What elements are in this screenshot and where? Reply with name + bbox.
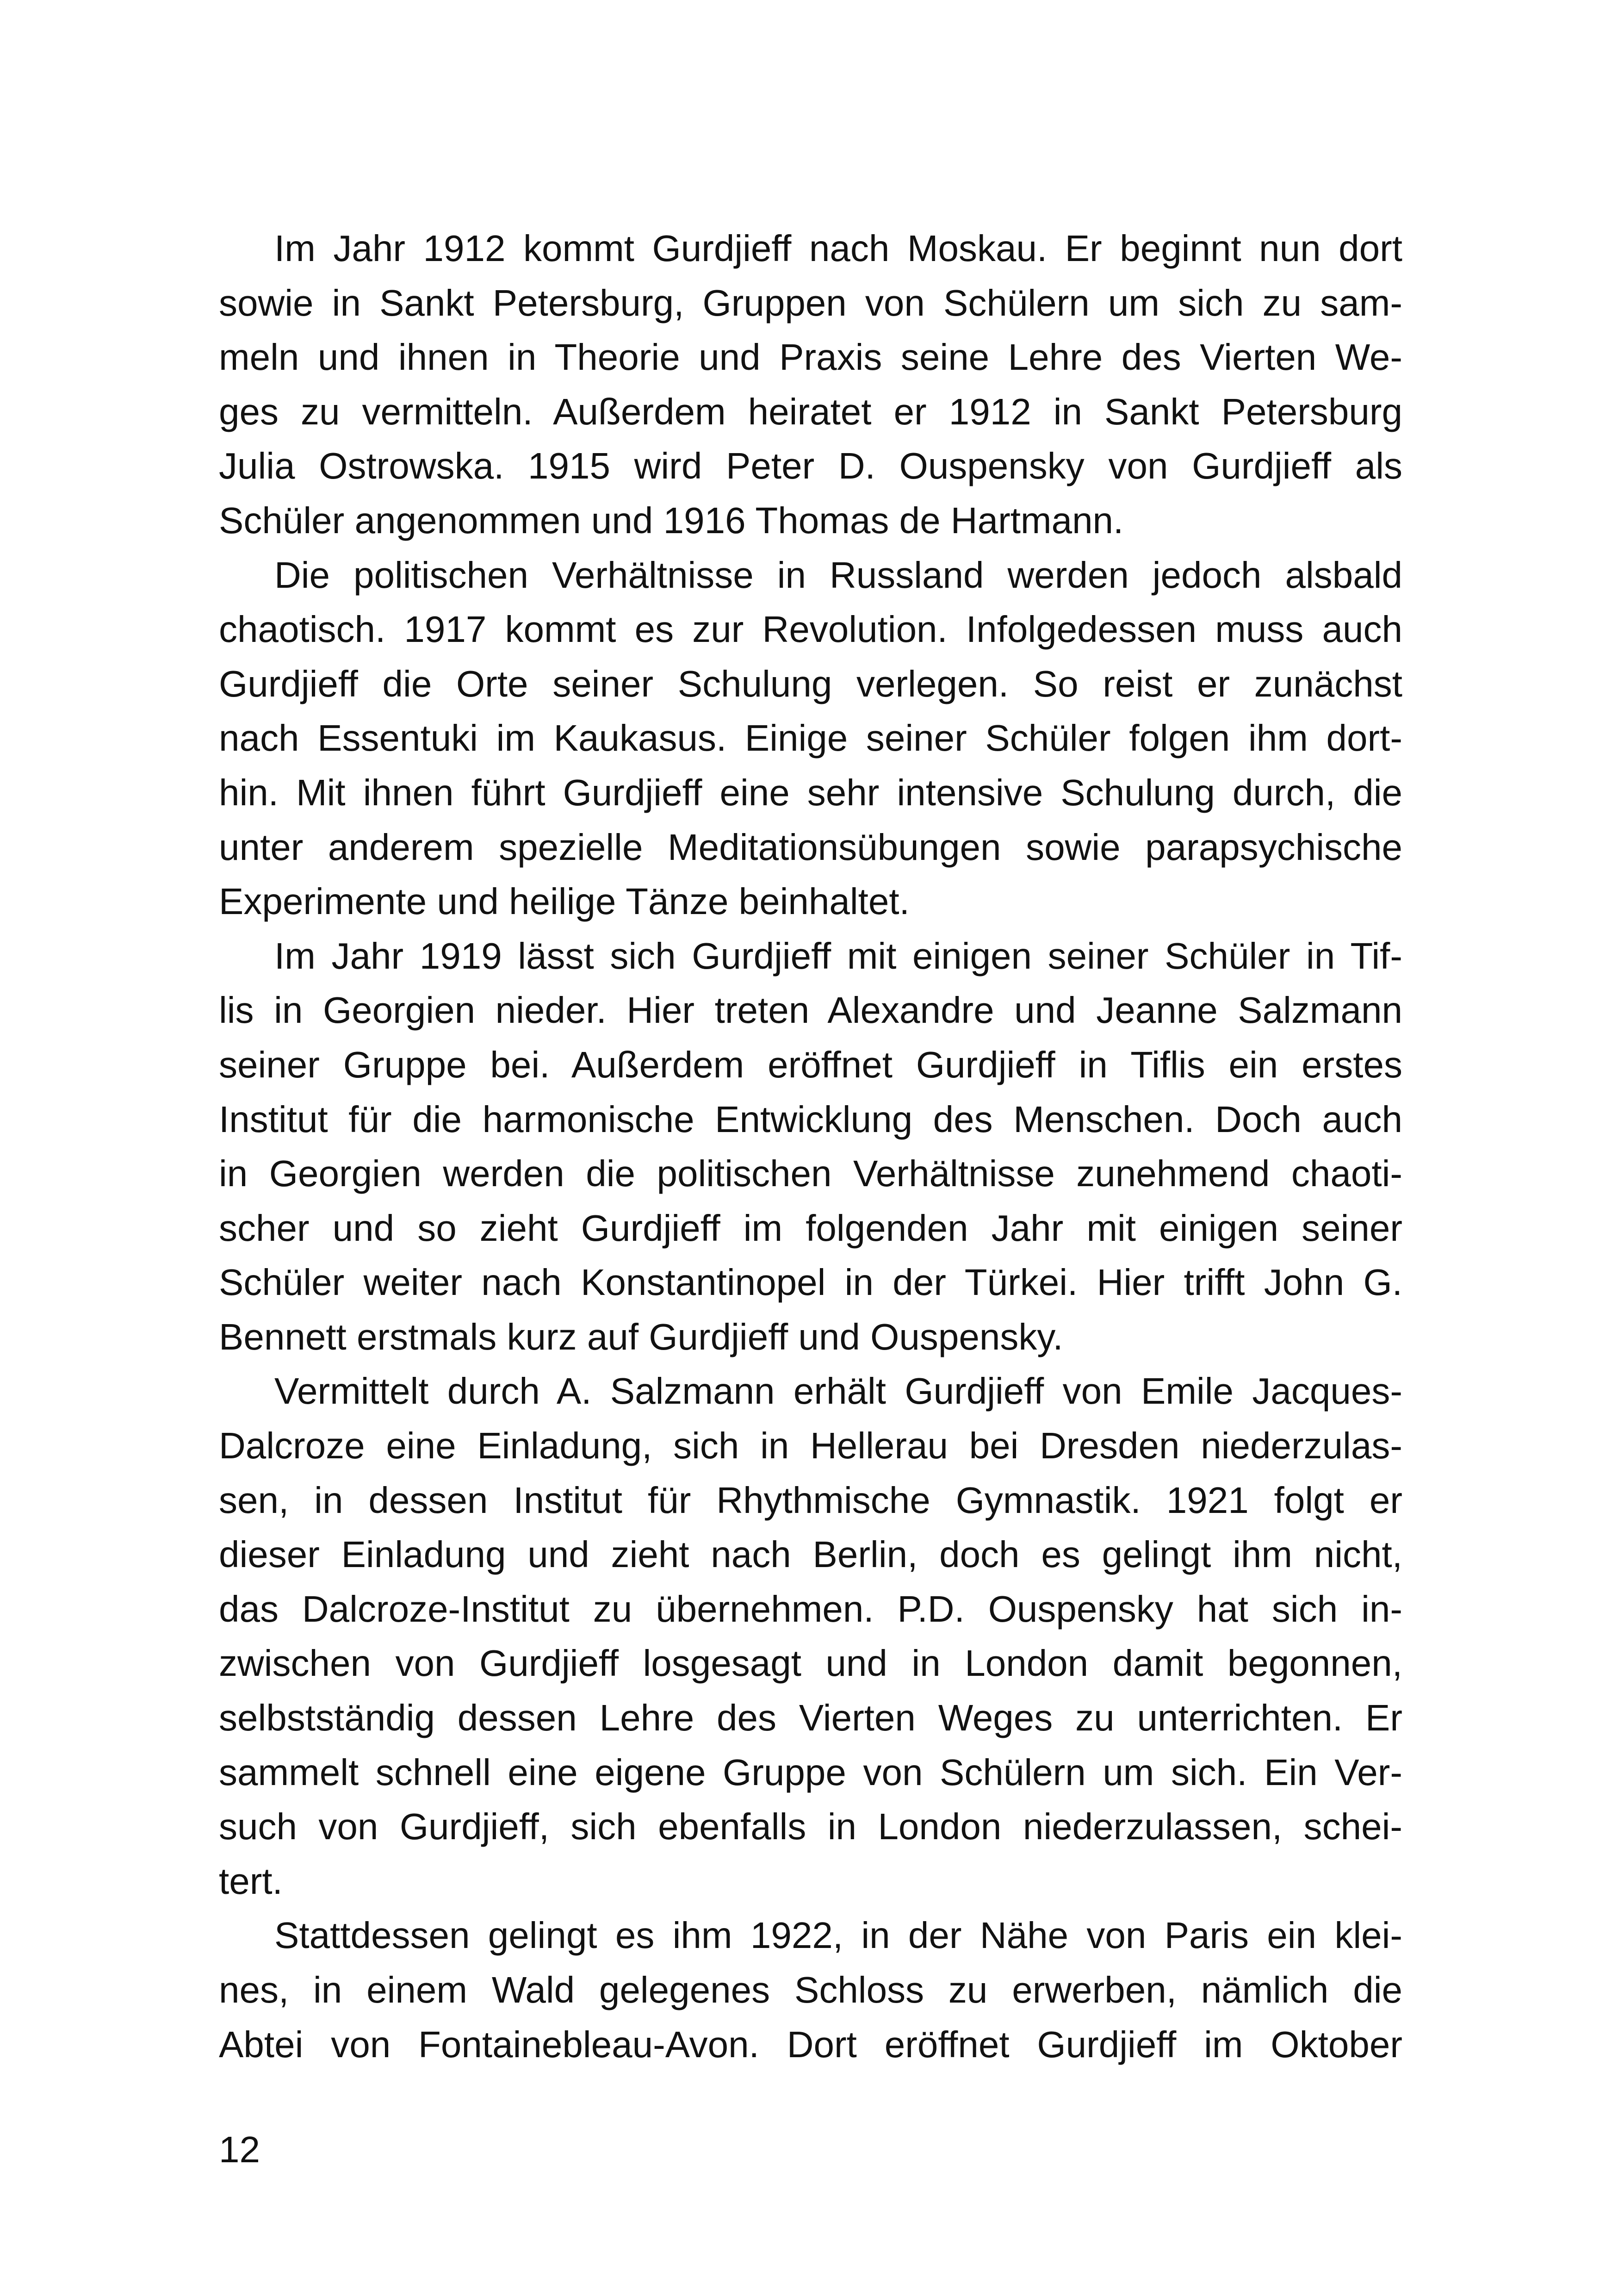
text-line: Bennett erstmals kurz auf Gurdjieff und Ouspensky.	[219, 1316, 1063, 1357]
text-line: Im Jahr 1919 lässt sich Gurdjieff mit einigen seiner Schüler in Tif-	[274, 935, 1402, 977]
text-line: meln und ihnen in Theorie und Praxis seine Lehre des Vierten We-	[219, 336, 1402, 378]
text-line: ges zu vermitteln. Außerdem heiratet er 1912 in Sankt Petersburg	[219, 391, 1402, 432]
text-line: dieser Einladung und zieht nach Berlin, doch es gelingt ihm nicht,	[219, 1534, 1402, 1575]
text-line: Schüler weiter nach Konstantinopel in der Türkei. Hier trifft John G.	[219, 1262, 1402, 1303]
text-line: in Georgien werden die politischen Verhältnisse zunehmend chaoti-	[219, 1153, 1402, 1195]
text-line: unter anderem spezielle Meditationsübungen sowie parapsychische	[219, 826, 1402, 868]
text-line: Im Jahr 1912 kommt Gurdjieff nach Moskau. Er beginnt nun dort	[274, 228, 1402, 269]
text-line: Stattdessen gelingt es ihm 1922, in der Nähe von Paris ein klei-	[274, 1915, 1402, 1956]
text-line: chaotisch. 1917 kommt es zur Revolution. Infolgedessen muss auch	[219, 609, 1402, 650]
text-line: scher und so zieht Gurdjieff im folgenden Jahr mit einigen seiner	[219, 1207, 1402, 1249]
text-line: Dalcroze eine Einladung, sich in Hellerau bei Dresden niederzulas-	[219, 1425, 1402, 1467]
text-line: Vermittelt durch A. Salzmann erhält Gurdjieff von Emile Jacques-	[274, 1370, 1402, 1412]
text-line: nach Essentuki im Kaukasus. Einige seiner Schüler folgen ihm dort-	[219, 717, 1402, 759]
text-line: Experimente und heilige Tänze beinhaltet.	[219, 881, 910, 922]
page-number: 12	[219, 2129, 260, 2170]
text-line: sowie in Sankt Petersburg, Gruppen von Schülern um sich zu sam-	[219, 282, 1402, 324]
text-line: das Dalcroze-Institut zu übernehmen. P.D. Ouspensky hat sich in-	[219, 1588, 1402, 1630]
text-line: Abtei von Fontainebleau-Avon. Dort eröffnet Gurdjieff im Oktober	[219, 2023, 1402, 2065]
text-line: tert.	[219, 1860, 283, 1902]
text-line: seiner Gruppe bei. Außerdem eröffnet Gurdjieff in Tiflis ein erstes	[219, 1044, 1402, 1085]
text-line: Julia Ostrowska. 1915 wird Peter D. Ouspensky von Gurdjieff als	[219, 445, 1402, 487]
text-line: Institut für die harmonische Entwicklung des Menschen. Doch auch	[219, 1098, 1402, 1140]
text-line: Schüler angenommen und 1916 Thomas de Hartmann.	[219, 499, 1124, 541]
text-line: Die politischen Verhältnisse in Russland werden jedoch alsbald	[274, 554, 1402, 596]
text-line: sammelt schnell eine eigene Gruppe von Schülern um sich. Ein Ver-	[219, 1751, 1402, 1793]
text-line: Gurdjieff die Orte seiner Schulung verlegen. So reist er zunächst	[219, 663, 1402, 704]
text-line: selbstständig dessen Lehre des Vierten Weges zu unterrichten. Er	[219, 1697, 1402, 1739]
text-line: hin. Mit ihnen führt Gurdjieff eine sehr intensive Schulung durch, die	[219, 772, 1402, 813]
text-line: lis in Georgien nieder. Hier treten Alexandre und Jeanne Salzmann	[219, 989, 1402, 1031]
text-line: such von Gurdjieff, sich ebenfalls in London niederzulassen, schei-	[219, 1806, 1402, 1848]
body-text	[219, 221, 1402, 2072]
text-line: sen, in dessen Institut für Rhythmische Gymnastik. 1921 folgt er	[219, 1479, 1402, 1521]
text-line: nes, in einem Wald gelegenes Schloss zu erwerben, nämlich die	[219, 1969, 1402, 2010]
text-line: zwischen von Gurdjieff losgesagt und in London damit begonnen,	[219, 1643, 1402, 1684]
